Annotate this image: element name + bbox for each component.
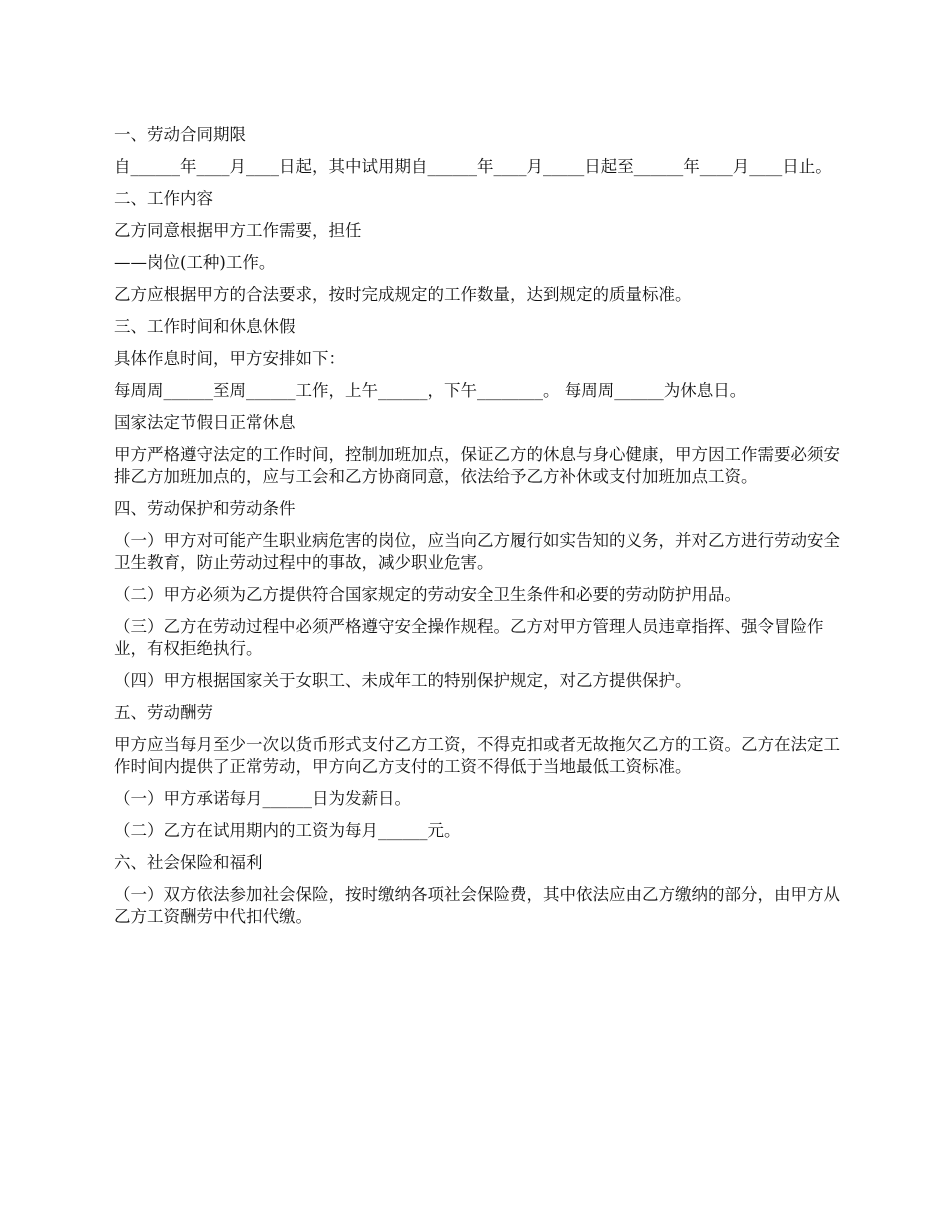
section-heading-insurance: 六、社会保险和福利 (114, 853, 263, 872)
position-line: ——岗位(工种)工作。 (114, 253, 276, 272)
schedule-clause: 每周周______至周______工作，上午______，下午________。 每周周______为休息日。 (114, 381, 747, 400)
document-body (114, 124, 842, 938)
schedule-intro: 具体作息时间，甲方安排如下： (114, 349, 345, 368)
protection-clause-2: （二）甲方必须为乙方提供符合国家规定的劳动安全卫生条件和必要的劳动防护用品。 (114, 585, 741, 604)
probation-wage-clause: （二）乙方在试用期内的工资为每月______元。 (114, 821, 461, 840)
contract-period-clause: 自______年____月____日起，其中试用期自______年____月_____日起至______年____月____日止。 (114, 157, 832, 176)
holiday-clause: 国家法定节假日正常休息 (114, 413, 296, 432)
work-requirement-clause: 乙方应根据甲方的合法要求，按时完成规定的工作数量，达到规定的质量标准。 (114, 285, 692, 304)
section-heading-work-hours: 三、工作时间和休息休假 (114, 317, 296, 336)
overtime-clause: 甲方严格遵守法定的工作时间，控制加班加点，保证乙方的休息与身心健康，甲方因工作需要必须安排乙方加班加点的，应与工会和乙方协商同意，依法给予乙方补休或支付加班加点工资。 (114, 445, 840, 486)
section-heading-work-content: 二、工作内容 (114, 189, 213, 208)
protection-clause-3: （三）乙方在劳动过程中必须严格遵守安全操作规程。乙方对甲方管理人员违章指挥、强令冒险作业，有权拒绝执行。 (114, 617, 824, 658)
wage-payment-clause: 甲方应当每月至少一次以货币形式支付乙方工资，不得克扣或者无故拖欠乙方的工资。乙方在法定工作时间内提供了正常劳动，甲方向乙方支付的工资不得低于当地最低工资标准。 (114, 735, 840, 776)
position-clause: 乙方同意根据甲方工作需要，担任 (114, 221, 362, 240)
section-heading-remuneration: 五、劳动酬劳 (114, 703, 213, 722)
payday-clause: （一）甲方承诺每月______日为发薪日。 (114, 789, 411, 808)
protection-clause-1: （一）甲方对可能产生职业病危害的岗位，应当向乙方履行如实告知的义务，并对乙方进行劳动安全卫生教育，防止劳动过程中的事故，减少职业危害。 (114, 531, 840, 572)
insurance-clause-1: （一）双方依法参加社会保险，按时缴纳各项社会保险费，其中依法应由乙方缴纳的部分，由甲方从乙方工资酬劳中代扣代缴。 (114, 885, 840, 926)
section-heading-term: 一、劳动合同期限 (114, 125, 246, 144)
protection-clause-4: （四）甲方根据国家关于女职工、未成年工的特别保护规定，对乙方提供保护。 (114, 671, 692, 690)
section-heading-protection: 四、劳动保护和劳动条件 (114, 499, 296, 518)
